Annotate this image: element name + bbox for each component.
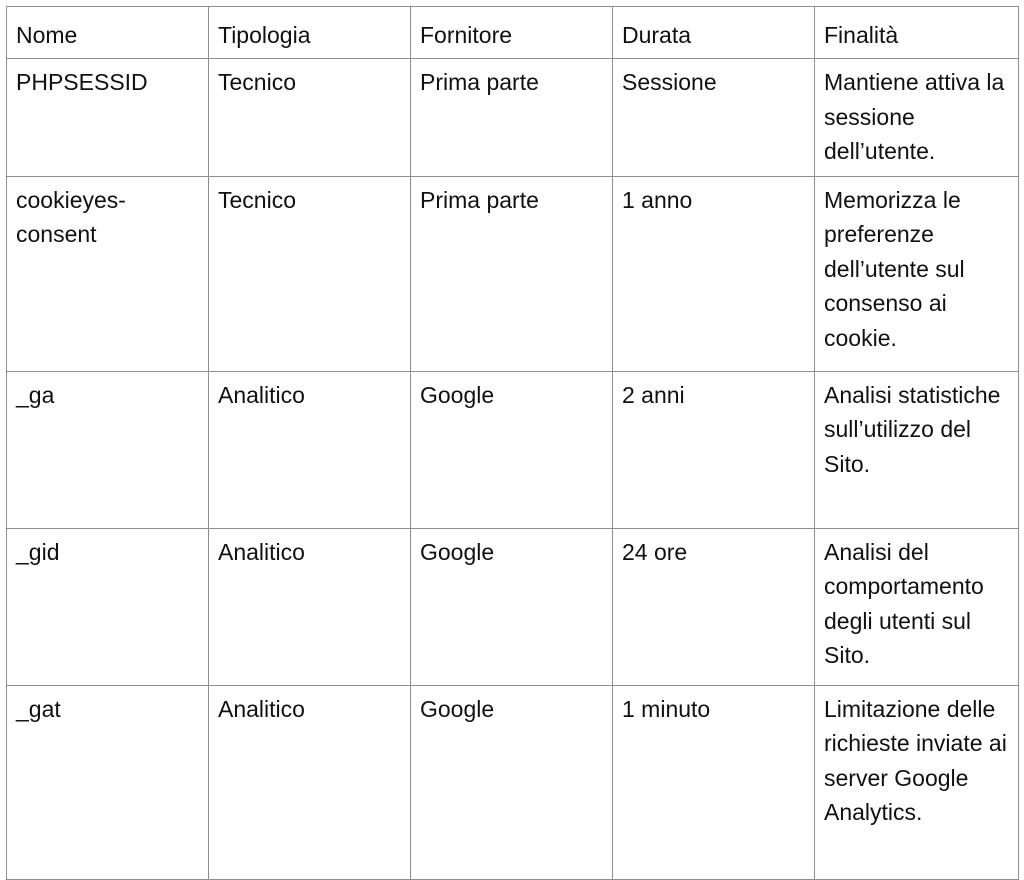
cookie-table-container (6, 6, 1019, 880)
column-header-finalita: Finalità (815, 7, 1019, 59)
cell-durata: 2 anni (613, 371, 815, 528)
cell-fornitore: Prima parte (411, 176, 613, 371)
cell-tipologia: Analitico (209, 371, 411, 528)
cell-nome: _gid (7, 528, 209, 685)
cell-fornitore: Google (411, 371, 613, 528)
cell-finalita: Mantiene attiva la sessione dell’utente. (815, 59, 1019, 177)
cell-finalita: Memorizza le preferenze dell’utente sul consenso ai cookie. (815, 176, 1019, 371)
cell-finalita: Analisi statistiche sull’utilizzo del Sito. (815, 371, 1019, 528)
cell-durata: 1 anno (613, 176, 815, 371)
table-row (7, 371, 1019, 528)
cell-durata: Sessione (613, 59, 815, 177)
table-header (7, 7, 1019, 59)
column-header-tipologia: Tipologia (209, 7, 411, 59)
cell-fornitore: Prima parte (411, 59, 613, 177)
cookie-table (6, 6, 1019, 880)
table-row (7, 176, 1019, 371)
cell-fornitore: Google (411, 685, 613, 879)
table-row (7, 59, 1019, 177)
column-header-fornitore: Fornitore (411, 7, 613, 59)
cell-durata: 24 ore (613, 528, 815, 685)
column-header-nome: Nome (7, 7, 209, 59)
cell-nome: _gat (7, 685, 209, 879)
cell-tipologia: Analitico (209, 685, 411, 879)
table-row (7, 528, 1019, 685)
cell-finalita: Limitazione delle richieste inviate ai server Google Analytics. (815, 685, 1019, 879)
column-header-durata: Durata (613, 7, 815, 59)
cell-durata: 1 minuto (613, 685, 815, 879)
cell-nome: _ga (7, 371, 209, 528)
cell-tipologia: Analitico (209, 528, 411, 685)
cell-tipologia: Tecnico (209, 176, 411, 371)
cell-nome: PHPSESSID (7, 59, 209, 177)
header-row (7, 7, 1019, 59)
cell-fornitore: Google (411, 528, 613, 685)
cell-nome: cookieyes-consent (7, 176, 209, 371)
cell-finalita: Analisi del comportamento degli utenti sul Sito. (815, 528, 1019, 685)
table-body (7, 59, 1019, 880)
table-row (7, 685, 1019, 879)
cell-tipologia: Tecnico (209, 59, 411, 177)
